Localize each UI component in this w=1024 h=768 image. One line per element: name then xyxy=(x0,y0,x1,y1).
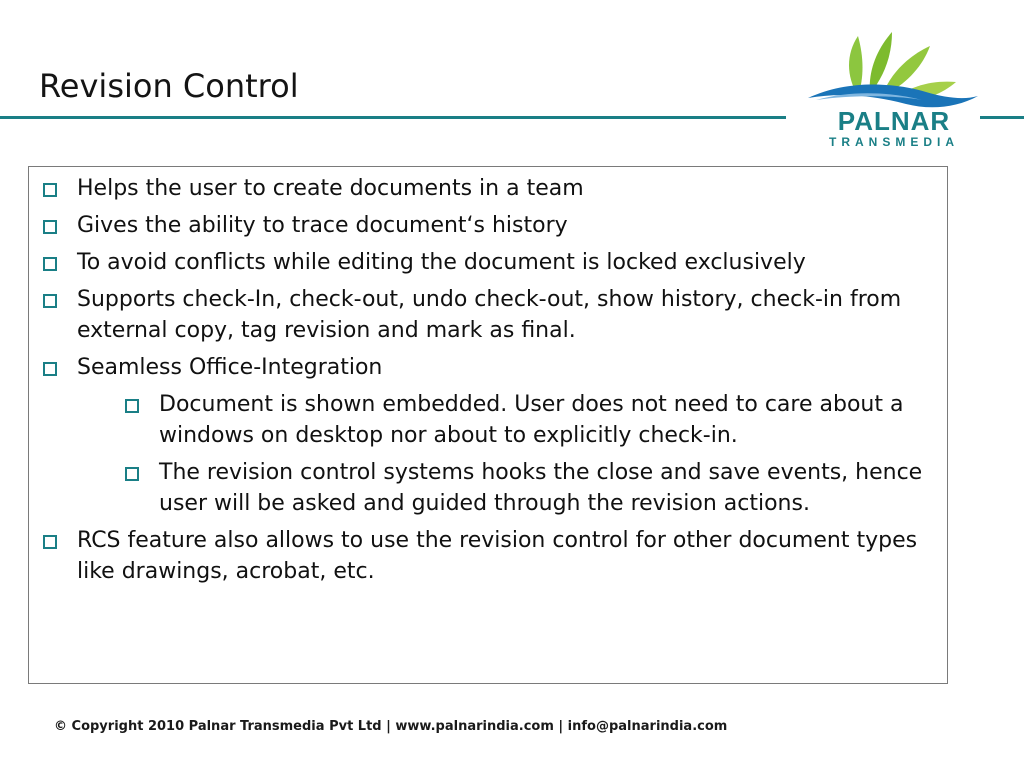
checkbox-bullet-icon xyxy=(43,362,57,376)
sub-list-item xyxy=(123,457,941,519)
list-item xyxy=(41,525,941,587)
list-item xyxy=(41,173,941,204)
title-divider xyxy=(0,116,786,119)
checkbox-bullet-icon xyxy=(43,257,57,271)
bullet-text: Supports check-In, check-out, undo check-out, show history, check-in from external copy, tag revision and mark as final. xyxy=(77,287,902,343)
checkbox-bullet-icon xyxy=(43,220,57,234)
bullet-text: RCS feature also allows to use the revision control for other document types like drawings, acrobat, etc. xyxy=(77,528,918,584)
checkbox-bullet-icon xyxy=(43,294,57,308)
checkbox-bullet-icon xyxy=(43,535,57,549)
checkbox-bullet-icon xyxy=(43,183,57,197)
sub-bullet-text: Document is shown embedded. User does not need to care about a windows on desktop nor about to explicitly check-in. xyxy=(159,392,904,448)
checkbox-bullet-icon xyxy=(125,399,139,413)
sub-list-item xyxy=(123,389,941,451)
list-item xyxy=(41,210,941,241)
title-divider-right xyxy=(980,116,1024,119)
logo-name: PALNAR xyxy=(837,106,951,136)
bullet-text: Helps the user to create documents in a team xyxy=(77,176,584,201)
slide-title: Revision Control xyxy=(39,67,299,105)
palnar-logo xyxy=(806,24,982,152)
bullet-text: Gives the ability to trace document‘s history xyxy=(77,213,568,238)
bullet-text: To avoid conflicts while editing the document is locked exclusively xyxy=(77,250,806,275)
sub-bullet-list xyxy=(77,389,941,519)
content-box xyxy=(28,166,948,684)
list-item xyxy=(41,352,941,519)
footer-copyright: © Copyright 2010 Palnar Transmedia Pvt Ltd | www.palnarindia.com | info@palnarindia.com xyxy=(54,719,728,734)
sub-bullet-text: The revision control systems hooks the close and save events, hence user will be asked and guided through the revision actions. xyxy=(159,460,923,516)
list-item xyxy=(41,284,941,346)
bullet-list xyxy=(41,173,941,593)
checkbox-bullet-icon xyxy=(125,467,139,481)
logo-tagline: TRANSMEDIA xyxy=(829,135,959,149)
bullet-text: Seamless Office-Integration xyxy=(77,355,383,380)
list-item xyxy=(41,247,941,278)
